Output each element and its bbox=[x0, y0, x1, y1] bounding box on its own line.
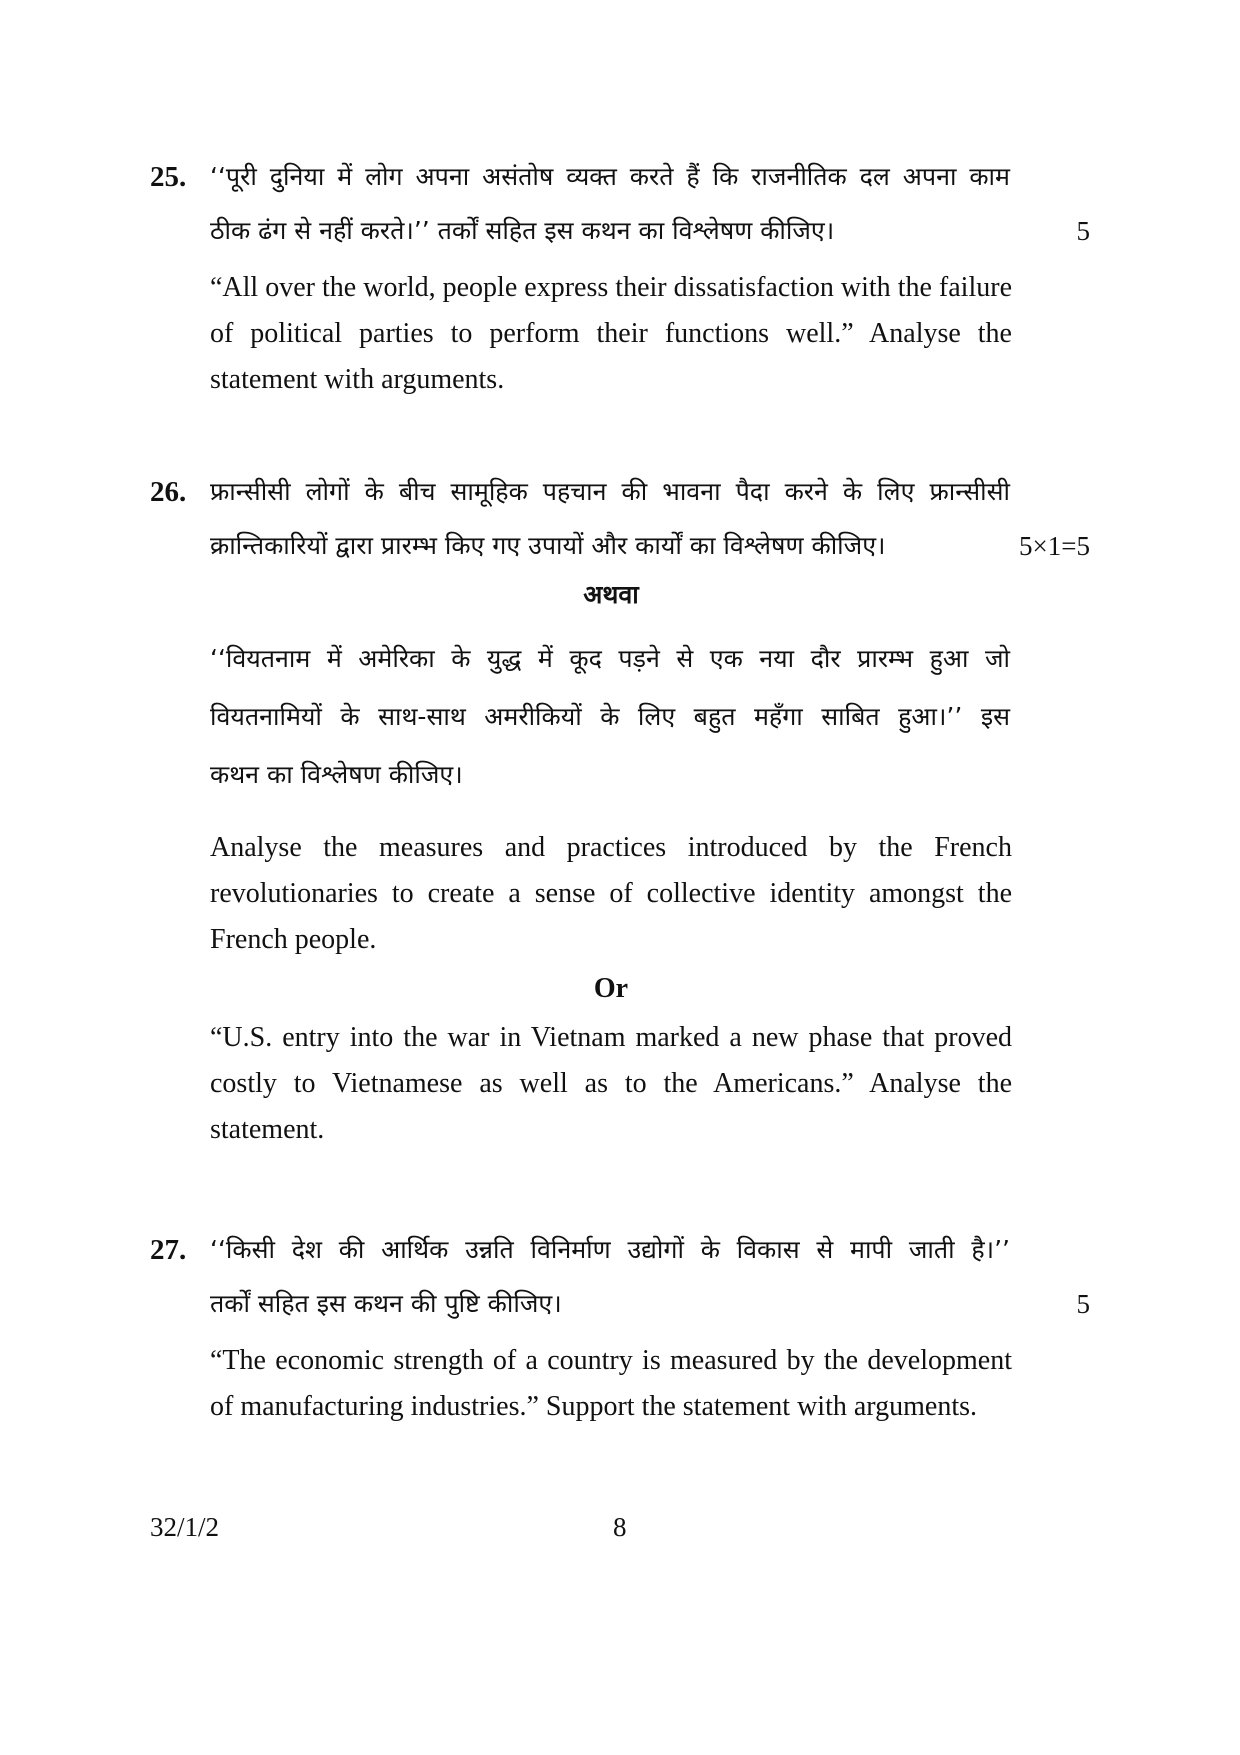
question-number: 25. bbox=[150, 161, 187, 193]
alternative-hindi-line: वियतनामियों के साथ-साथ अमरीकियों के लिए बहुत महँगा साबित हुआ।’’ इस bbox=[210, 702, 1010, 731]
alternative-english: “U.S. entry into the war in Vietnam marked a new phase that proved costly to Vietnamese as well as to the Americans.” Analyse the statement. bbox=[210, 1022, 1012, 1145]
paper-code: 32/1/2 bbox=[150, 1512, 220, 1542]
question-hindi-line: तर्कों सहित इस कथन की पुष्टि कीजिए। bbox=[210, 1289, 562, 1318]
page-number: 8 bbox=[613, 1512, 627, 1542]
alternative-hindi-line: कथन का विश्लेषण कीजिए। bbox=[210, 760, 463, 789]
or-hindi: अथवा bbox=[583, 580, 639, 609]
marks: 5×1=5 bbox=[1019, 531, 1090, 561]
question-english: Analyse the measures and practices introduced by the French revolutionaries to create a sense of collective identity amongst the French people. bbox=[210, 832, 1012, 955]
question-hindi-line: ‘‘किसी देश की आर्थिक उन्नति विनिर्माण उद्योगों के विकास से मापी जाती है।’’ bbox=[210, 1235, 1010, 1264]
question-number: 26. bbox=[150, 476, 187, 508]
alternative-hindi-line: ‘‘वियतनाम में अमेरिका के युद्ध में कूद पड़ने से एक नया दौर प्रारम्भ हुआ जो bbox=[210, 644, 1010, 673]
question-hindi-line: ठीक ढंग से नहीं करते।’’ तर्कों सहित इस कथन का विश्लेषण कीजिए। bbox=[210, 216, 835, 245]
question-number: 27. bbox=[150, 1234, 187, 1266]
or-english: Or bbox=[593, 973, 629, 1004]
marks: 5 bbox=[1076, 1289, 1090, 1319]
marks: 5 bbox=[1076, 216, 1090, 246]
question-hindi-line: फ्रान्सीसी लोगों के बीच सामूहिक पहचान की भावना पैदा करने के लिए फ्रान्सीसी bbox=[210, 477, 1010, 506]
question-english: “The economic strength of a country is measured by the development of manufacturing industries.” Support the statement with arguments. bbox=[210, 1345, 1012, 1422]
question-hindi-line: क्रान्तिकारियों द्वारा प्रारम्भ किए गए उपायों और कार्यों का विश्लेषण कीजिए। bbox=[210, 531, 886, 560]
question-english: “All over the world, people express their dissatisfaction with the failure of political parties to perform their functions well.” Analyse the statement with arguments. bbox=[210, 272, 1012, 395]
question-hindi-line: ‘‘पूरी दुनिया में लोग अपना असंतोष व्यक्त करते हैं कि राजनीतिक दल अपना काम bbox=[210, 162, 1010, 191]
